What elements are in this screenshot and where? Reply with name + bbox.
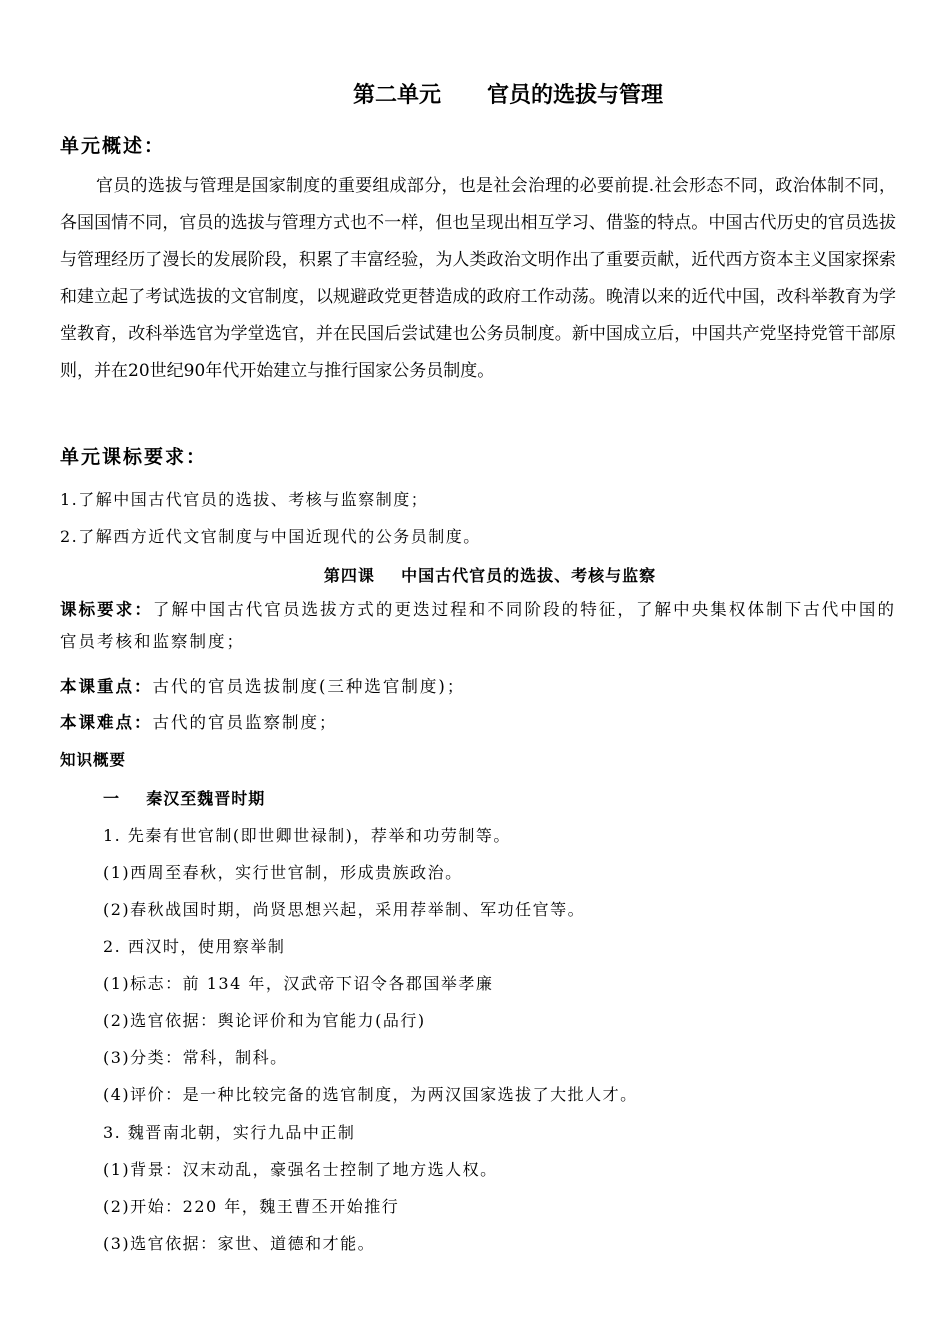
outline-item-8: (4)评价：是一种比较完备的选官制度，为两汉国家选拔了大批人才。	[103, 1085, 638, 1104]
unit-title: 第二单元 官员的选拔与管理	[353, 83, 663, 108]
outline-item-4: 2. 西汉时，使用察举制	[103, 937, 286, 956]
knowledge-heading: 知识概要	[60, 751, 127, 769]
outline-item-5: (1)标志：前 134 年，汉武帝下诏令各郡国举孝廉	[103, 974, 494, 993]
outline-item-11: (2)开始：220 年，魏王曹丕开始推行	[103, 1197, 400, 1216]
difficulty	[60, 707, 896, 739]
overview-heading: 单元概述：	[60, 135, 166, 157]
key-point-text: 古代的官员选拔制度(三种选官制度)；	[152, 677, 466, 696]
outline-item-12: (3)选官依据：家世、道德和才能。	[103, 1234, 376, 1253]
lesson-standard	[60, 594, 896, 658]
outline-item-6: (2)选官依据：舆论评价和为官能力(品行)	[103, 1011, 426, 1030]
outline-item-9: 3. 魏晋南北朝，实行九品中正制	[103, 1123, 356, 1142]
section-title: 一 秦汉至魏晋时期	[103, 789, 266, 808]
lesson-standard-label: 课标要求：	[60, 600, 153, 619]
key-point	[60, 671, 896, 703]
lesson-standard-text: 了解中国古代官员选拔方式的更迭过程和不同阶段的特征，了解中央集权体制下古代中国的官员考核和监察制度；	[60, 600, 897, 651]
difficulty-label: 本课难点：	[60, 713, 153, 732]
overview-paragraph: 官员的选拔与管理是国家制度的重要组成部分，也是社会治理的必要前提.社会形态不同，政治体制不同，各国国情不同，官员的选拔与管理方式也不一样，但也呈现出相互学习、借鉴的特点。中国古代历史的官员选拔与管理经历了漫长的发展阶段，积累了丰富经验，为人类政治文明作出了重要贡献，近代西方资本主义国家探索和建立起了考试选拔的文官制度，以规避政党更替造成的政府工作动荡。晚清以来的近代中国，改科举教育为学堂教育，改科举选官为学堂选官，并在民国后尝试建也公务员制度。新中国成立后，中国共产党坚持党管干部原则，并在20世纪90年代开始建立与推行国家公务员制度。	[60, 176, 896, 381]
requirement-item-1: 1.了解中国古代官员的选拔、考核与监察制度；	[60, 490, 429, 509]
outline-item-1: 1. 先秦有世官制(即世卿世禄制)，荐举和功劳制等。	[103, 826, 511, 845]
requirements-heading: 单元课标要求：	[60, 446, 208, 468]
outline-item-10: (1)背景：汉末动乱，豪强名士控制了地方选人权。	[103, 1160, 498, 1179]
outline-item-2: (1)西周至春秋，实行世官制，形成贵族政治。	[103, 863, 463, 882]
requirement-item-2: 2.了解西方近代文官制度与中国近现代的公务员制度。	[60, 527, 481, 546]
outline-item-7: (3)分类：常科，制科。	[103, 1048, 288, 1067]
outline-item-3: (2)春秋战国时期，尚贤思想兴起，采用荐举制、军功任官等。	[103, 900, 586, 919]
key-point-label: 本课重点：	[60, 677, 153, 696]
difficulty-text: 古代的官员监察制度；	[152, 713, 338, 732]
lesson-title: 第四课 中国古代官员的选拔、考核与监察	[323, 566, 657, 585]
